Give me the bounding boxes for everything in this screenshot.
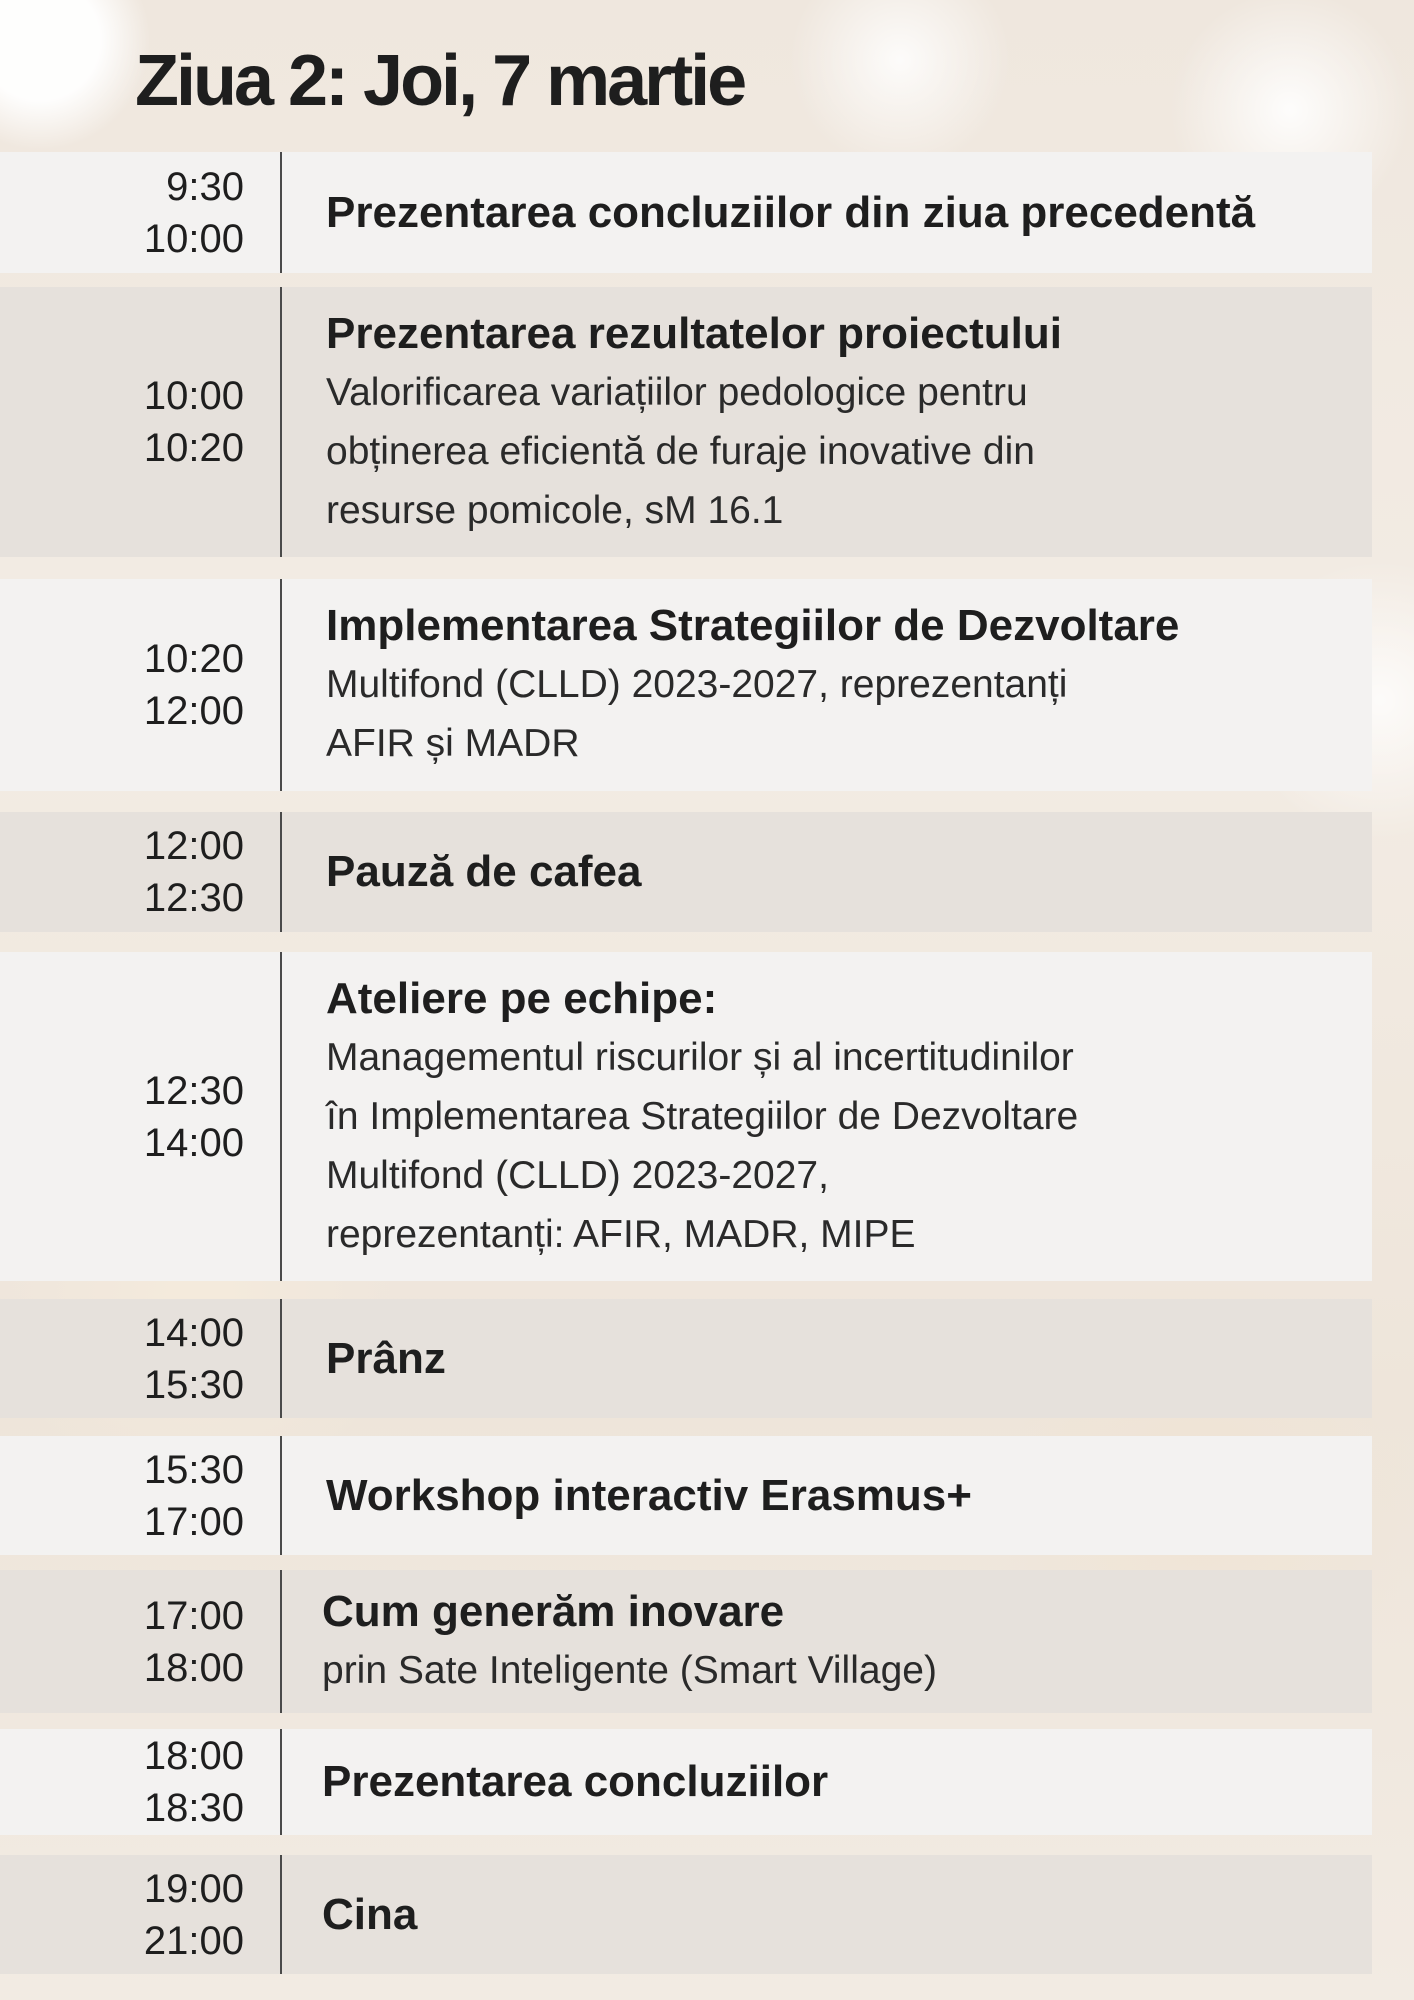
- session-description-line: Valorificarea variațiilor pedologice pentru: [326, 370, 1028, 414]
- start-time: 15:30: [143, 1447, 244, 1492]
- start-time: 17:00: [143, 1593, 244, 1638]
- time-slot: [0, 812, 282, 932]
- session-title: Cina: [322, 1889, 418, 1939]
- schedule-row: [0, 1570, 1372, 1713]
- end-time: 18:00: [143, 1645, 244, 1690]
- end-time: 12:30: [143, 876, 244, 920]
- end-time: 12:00: [143, 689, 244, 733]
- time-slot: [0, 1570, 282, 1713]
- schedule-row: [0, 1436, 1372, 1555]
- end-time: 14:00: [143, 1120, 244, 1165]
- schedule-row: [0, 287, 1372, 557]
- schedule-row: [0, 952, 1372, 1281]
- end-time: 17:00: [143, 1499, 244, 1544]
- start-time: 18:00: [143, 1734, 244, 1778]
- session-title: Cum generăm inovare: [322, 1587, 785, 1636]
- session-description-line: prin Sate Inteligente (Smart Village): [322, 1649, 937, 1692]
- session-description-line: reprezentanți: AFIR, MADR, MIPE: [326, 1212, 916, 1256]
- time-slot: [0, 1299, 282, 1418]
- session-content: [282, 1299, 1372, 1418]
- session-title: Prezentarea concluziilor din ziua precedentă: [326, 187, 1256, 237]
- session-title: Pauză de cafea: [326, 847, 642, 896]
- start-time: 10:20: [143, 637, 244, 681]
- session-content: [282, 812, 1372, 932]
- session-content: [282, 1436, 1372, 1555]
- start-time: 19:00: [143, 1866, 244, 1911]
- end-time: 18:30: [143, 1786, 244, 1830]
- session-content: [282, 287, 1372, 557]
- session-description-line: AFIR și MADR: [326, 722, 580, 765]
- session-title: Prânz: [326, 1333, 446, 1383]
- session-description-line: Managementul riscurilor și al incertitudinilor: [326, 1035, 1074, 1079]
- time-slot: [0, 1855, 282, 1974]
- session-description-line: Multifond (CLLD) 2023-2027, reprezentanți: [326, 663, 1068, 706]
- time-slot: [0, 952, 282, 1281]
- session-title: Prezentarea rezultatelor proiectului: [326, 308, 1062, 358]
- start-time: 14:00: [143, 1310, 244, 1355]
- end-time: 21:00: [143, 1918, 244, 1963]
- session-content: [282, 152, 1372, 273]
- schedule-row: [0, 812, 1372, 932]
- end-time: 10:00: [143, 216, 244, 261]
- schedule-row: [0, 1855, 1372, 1974]
- schedule-row: [0, 152, 1372, 273]
- end-time: 10:20: [143, 426, 244, 470]
- session-description-line: în Implementarea Strategiilor de Dezvoltare: [326, 1094, 1079, 1138]
- page-title: Ziua 2: Joi, 7 martie: [135, 41, 745, 121]
- time-slot: [0, 287, 282, 557]
- schedule-row: [0, 579, 1372, 791]
- end-time: 15:30: [143, 1362, 244, 1407]
- time-slot: [0, 579, 282, 791]
- schedule-row: [0, 1299, 1372, 1418]
- session-title: Ateliere pe echipe:: [326, 973, 718, 1023]
- time-slot: [0, 1436, 282, 1555]
- schedule-row: [0, 1729, 1372, 1835]
- session-title: Prezentarea concluziilor: [322, 1757, 829, 1806]
- time-slot: [0, 152, 282, 273]
- session-content: [282, 1570, 1372, 1713]
- start-time: 12:30: [143, 1068, 244, 1113]
- time-slot: [0, 1729, 282, 1835]
- session-content: [282, 1729, 1372, 1835]
- session-content: [282, 579, 1372, 791]
- start-time: 12:00: [143, 824, 244, 868]
- start-time: 9:30: [166, 164, 244, 209]
- session-content: [282, 952, 1372, 1281]
- session-title: Workshop interactiv Erasmus+: [326, 1470, 972, 1520]
- session-description-line: obținerea eficientă de furaje inovative din: [326, 429, 1035, 473]
- session-description-line: Multifond (CLLD) 2023-2027,: [326, 1153, 829, 1197]
- session-description-line: resurse pomicole, sM 16.1: [326, 488, 784, 532]
- session-content: [282, 1855, 1372, 1974]
- start-time: 10:00: [143, 374, 244, 418]
- session-title: Implementarea Strategiilor de Dezvoltare: [326, 601, 1180, 650]
